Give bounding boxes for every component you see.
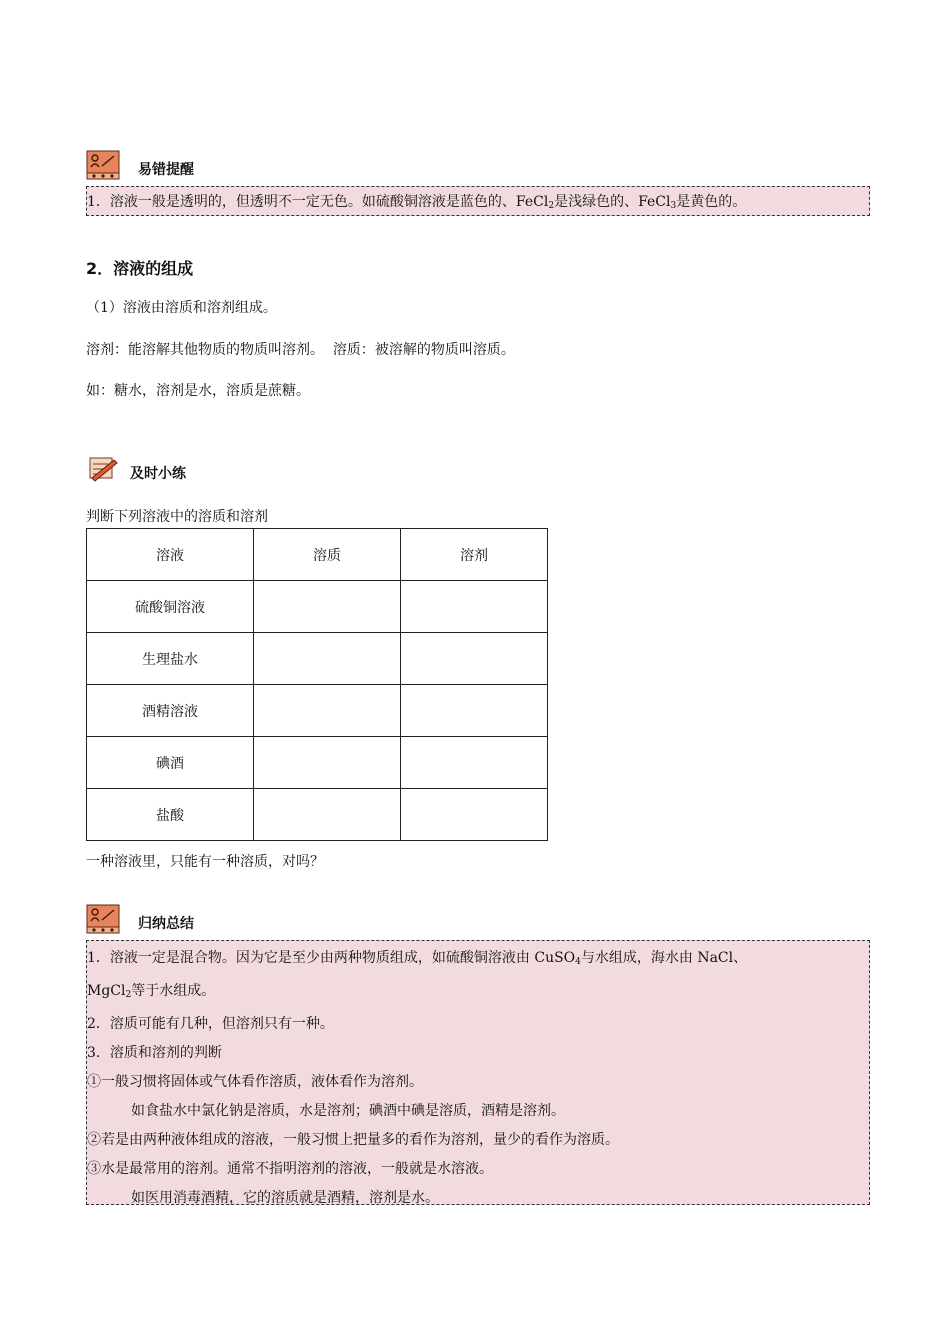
- summary-line: 2．溶质可能有几种，但溶剂只有一种。: [87, 1016, 334, 1032]
- paragraph-example: 如：糖水，溶剂是水，溶质是蔗糖。: [86, 383, 310, 399]
- row-solution-name: 生理盐水: [87, 633, 254, 685]
- table-row: [87, 581, 548, 633]
- practice-prompt: 判断下列溶液中的溶质和溶剂: [86, 509, 268, 525]
- paragraph-composition: （1）溶液由溶质和溶剂组成。: [86, 300, 277, 316]
- solute-cell[interactable]: [254, 789, 401, 841]
- table-row: [87, 737, 548, 789]
- summary-box: [86, 940, 870, 1205]
- tip-box: [86, 186, 870, 216]
- solute-cell[interactable]: [254, 633, 401, 685]
- tip-line-1: 1．溶液一般是透明的，但透明不一定无色。如硫酸铜溶液是蓝色的、FeCl$_2$是浅绿色的、FeCl$_3$是黄色的。: [87, 194, 747, 211]
- tip-header: [86, 146, 194, 180]
- summary-line: 如医用消毒酒精，它的溶质就是酒精，溶剂是水。: [131, 1190, 439, 1206]
- summary-header: [86, 900, 194, 934]
- solvent-cell[interactable]: [401, 633, 548, 685]
- header-solution: 溶液: [87, 529, 254, 581]
- practice-header: [86, 450, 186, 484]
- header-solute: 溶质: [254, 529, 401, 581]
- summary-line: 1．溶液一定是混合物。因为它是至少由两种物质组成，如硫酸铜溶液由 CuSO$_4$与水组成，海水由 NaCl、: [87, 950, 748, 967]
- solvent-cell[interactable]: [401, 581, 548, 633]
- practice-title: 及时小练: [130, 466, 186, 482]
- tip-title: 易错提醒: [138, 162, 194, 178]
- section-heading: 2．溶液的组成: [86, 259, 194, 278]
- paragraph-definitions: 溶剂：能溶解其他物质的物质叫溶剂。 溶质：被溶解的物质叫溶质。: [86, 342, 515, 358]
- row-solution-name: 酒精溶液: [87, 685, 254, 737]
- practice-question: 一种溶液里，只能有一种溶质，对吗？: [86, 854, 324, 870]
- solvent-cell[interactable]: [401, 737, 548, 789]
- header-solvent: 溶剂: [401, 529, 548, 581]
- row-solution-name: 盐酸: [87, 789, 254, 841]
- row-solution-name: 硫酸铜溶液: [87, 581, 254, 633]
- practice-table: [86, 528, 548, 841]
- summary-line: MgCl$_2$等于水组成。: [87, 983, 216, 1000]
- table-header-row: [87, 529, 548, 581]
- table-row: [87, 685, 548, 737]
- table-row: [87, 633, 548, 685]
- summary-line: ①一般习惯将固体或气体看作溶质，液体看作为溶剂。: [87, 1074, 423, 1090]
- summary-line: 3．溶质和溶剂的判断: [87, 1045, 222, 1061]
- summary-title: 归纳总结: [138, 916, 194, 932]
- summary-line: ②若是由两种液体组成的溶液，一般习惯上把量多的看作为溶剂，量少的看作为溶质。: [87, 1132, 619, 1148]
- teacher-board-icon: [86, 150, 120, 180]
- solute-cell[interactable]: [254, 581, 401, 633]
- solute-cell[interactable]: [254, 737, 401, 789]
- solvent-cell[interactable]: [401, 685, 548, 737]
- summary-line: ③水是最常用的溶剂。通常不指明溶剂的溶液，一般就是水溶液。: [87, 1161, 493, 1177]
- pencil-note-icon: [86, 454, 120, 484]
- teacher-board-icon: [86, 904, 120, 934]
- solute-cell[interactable]: [254, 685, 401, 737]
- row-solution-name: 碘酒: [87, 737, 254, 789]
- summary-line: 如食盐水中氯化钠是溶质，水是溶剂；碘酒中碘是溶质，酒精是溶剂。: [131, 1103, 565, 1119]
- solvent-cell[interactable]: [401, 789, 548, 841]
- table-row: [87, 789, 548, 841]
